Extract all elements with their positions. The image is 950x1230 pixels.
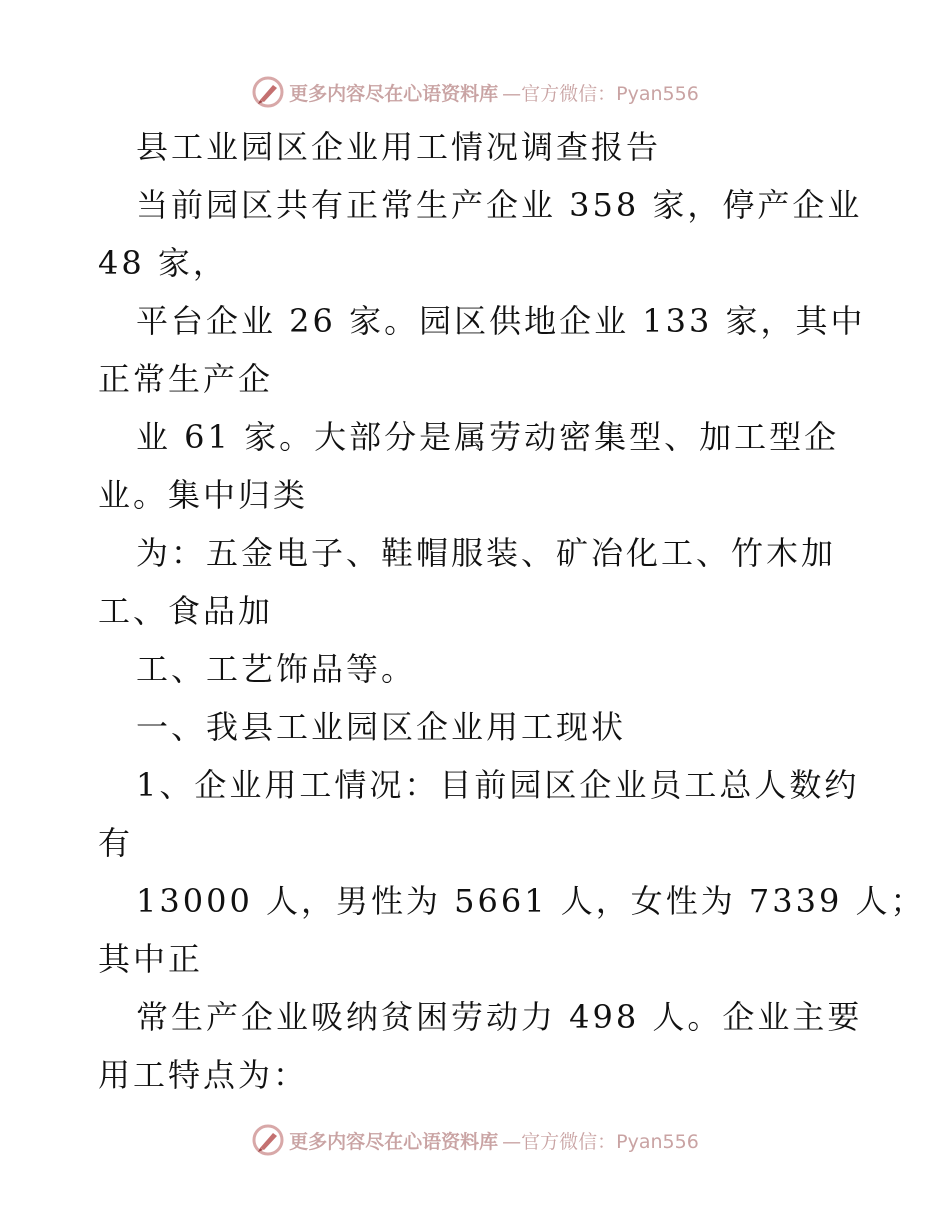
text-line: 正常生产企	[98, 360, 274, 398]
text-line: 为：五金电子、鞋帽服装、矿冶化工、竹木加	[136, 534, 837, 572]
watermark-header	[0, 72, 950, 112]
text-line: 用工特点为：	[98, 1056, 309, 1094]
text-line: 一、我县工业园区企业用工现状	[136, 708, 627, 746]
text-line: 1、企业用工情况：目前园区企业员工总人数约	[136, 766, 860, 804]
watermark-footer	[0, 1120, 950, 1160]
text-line: 工、工艺饰品等。	[136, 650, 417, 688]
watermark-prefix: 更多内容尽在心语资料库	[289, 82, 499, 105]
text-line: 有	[98, 824, 134, 862]
document-body	[98, 118, 926, 1104]
text-line: 48 家，	[98, 244, 228, 282]
watermark-suffix: —官方微信：Pyan556	[502, 82, 699, 105]
text-line: 平台企业 26 家。园区供地企业 133 家，其中	[136, 302, 866, 340]
text-line: 业。集中归类	[98, 476, 309, 514]
text-line: 工、食品加	[98, 592, 274, 630]
text-line: 业 61 家。大部分是属劳动密集型、加工型企	[136, 418, 840, 456]
pen-logo-icon	[251, 1123, 285, 1157]
text-line: 常生产企业吸纳贫困劳动力 498 人。企业主要	[136, 998, 863, 1036]
text-line: 13000 人，男性为 5661 人，女性为 7339 人；	[136, 882, 926, 920]
text-line: 当前园区共有正常生产企业 358 家，停产企业	[136, 186, 863, 224]
text-line: 其中正	[98, 940, 204, 978]
pen-logo-icon	[251, 75, 285, 109]
watermark-suffix: —官方微信：Pyan556	[502, 1130, 699, 1153]
watermark-prefix: 更多内容尽在心语资料库	[289, 1130, 499, 1153]
document-title: 县工业园区企业用工情况调查报告	[136, 128, 662, 166]
